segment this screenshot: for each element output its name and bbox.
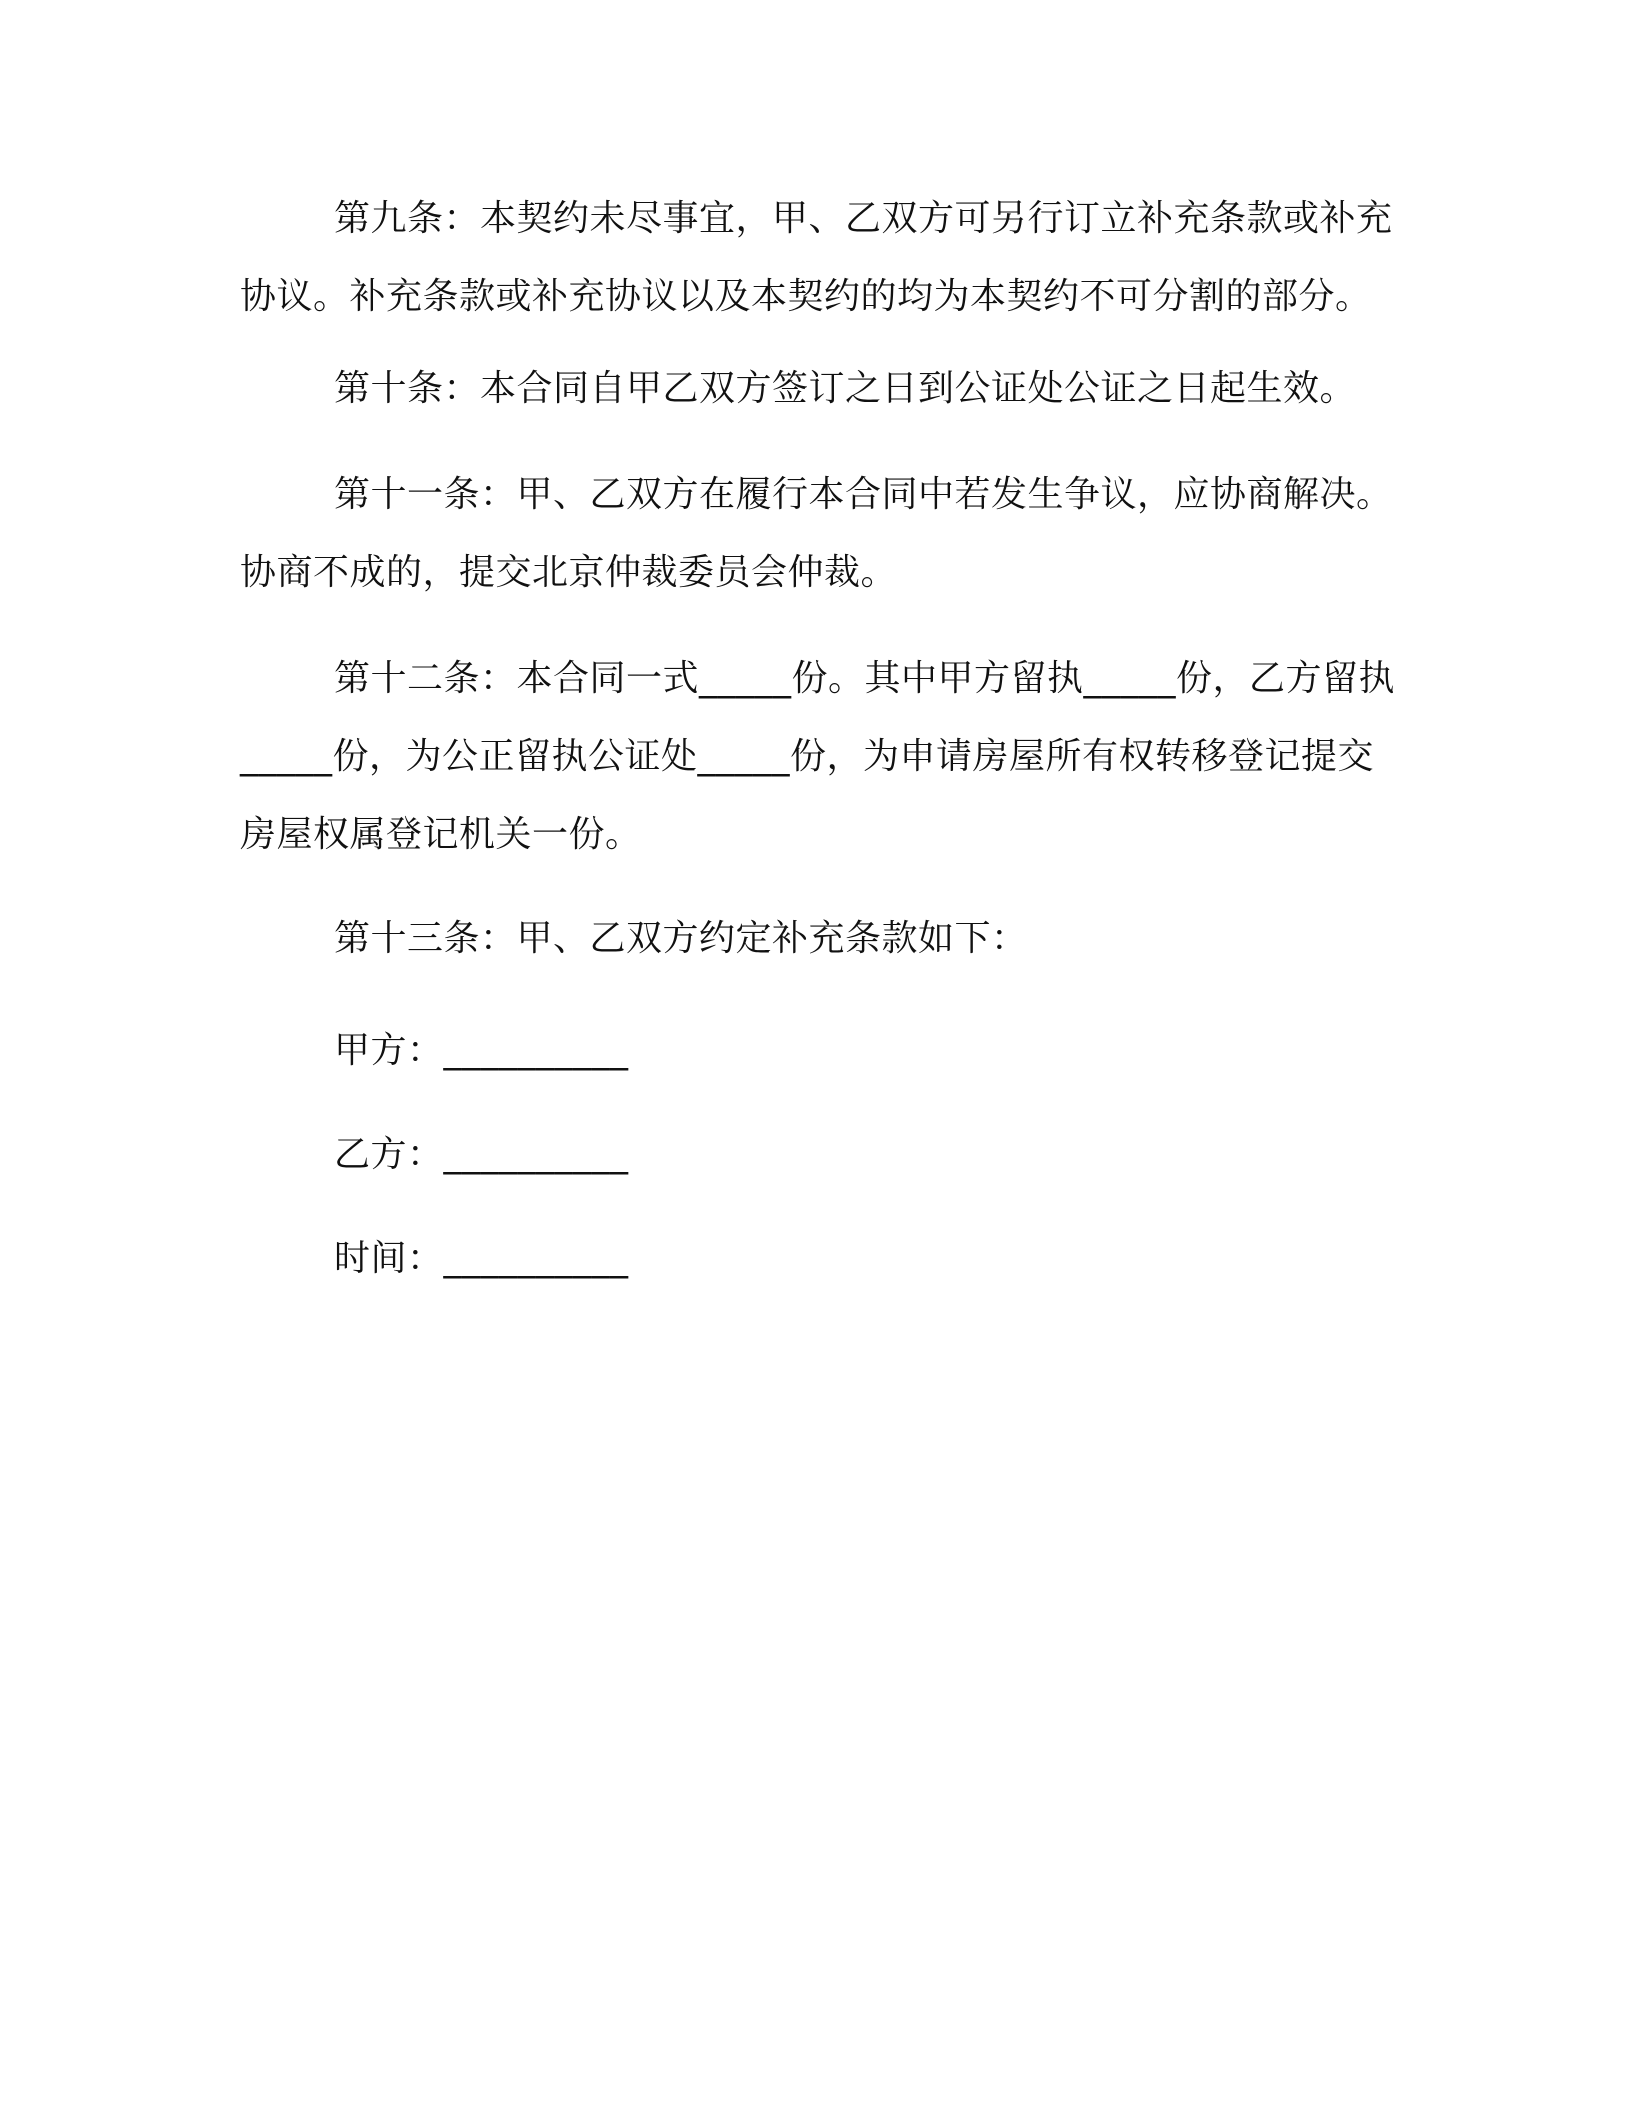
- party-b-signature-line: 乙方：__________: [334, 1134, 629, 1175]
- date-signature-line: 时间：__________: [334, 1238, 629, 1279]
- article-11: 第十一条：甲、乙双方在履行本合同中若发生争议，应协商解决。协商不成的，提交北京仲裁委员会仲裁。: [240, 474, 1393, 593]
- document-body: [240, 180, 1410, 1294]
- article-13: 第十三条：甲、乙双方约定补充条款如下：: [334, 918, 1028, 959]
- party-a-signature-line: 甲方：__________: [334, 1030, 629, 1071]
- article-10: 第十条：本合同自甲乙双方签订之日到公证处公证之日起生效。: [334, 368, 1357, 409]
- article-12: 第十二条：本合同一式_____份。其中甲方留执_____份，乙方留执_____份，为公正留执公证处_____份，为申请房屋所有权转移登记提交房屋权属登记机关一份。: [240, 658, 1396, 855]
- article-9: 第九条：本契约未尽事宜，甲、乙双方可另行订立补充条款或补充协议。补充条款或补充协议以及本契约的均为本契约不可分割的部分。: [240, 198, 1393, 317]
